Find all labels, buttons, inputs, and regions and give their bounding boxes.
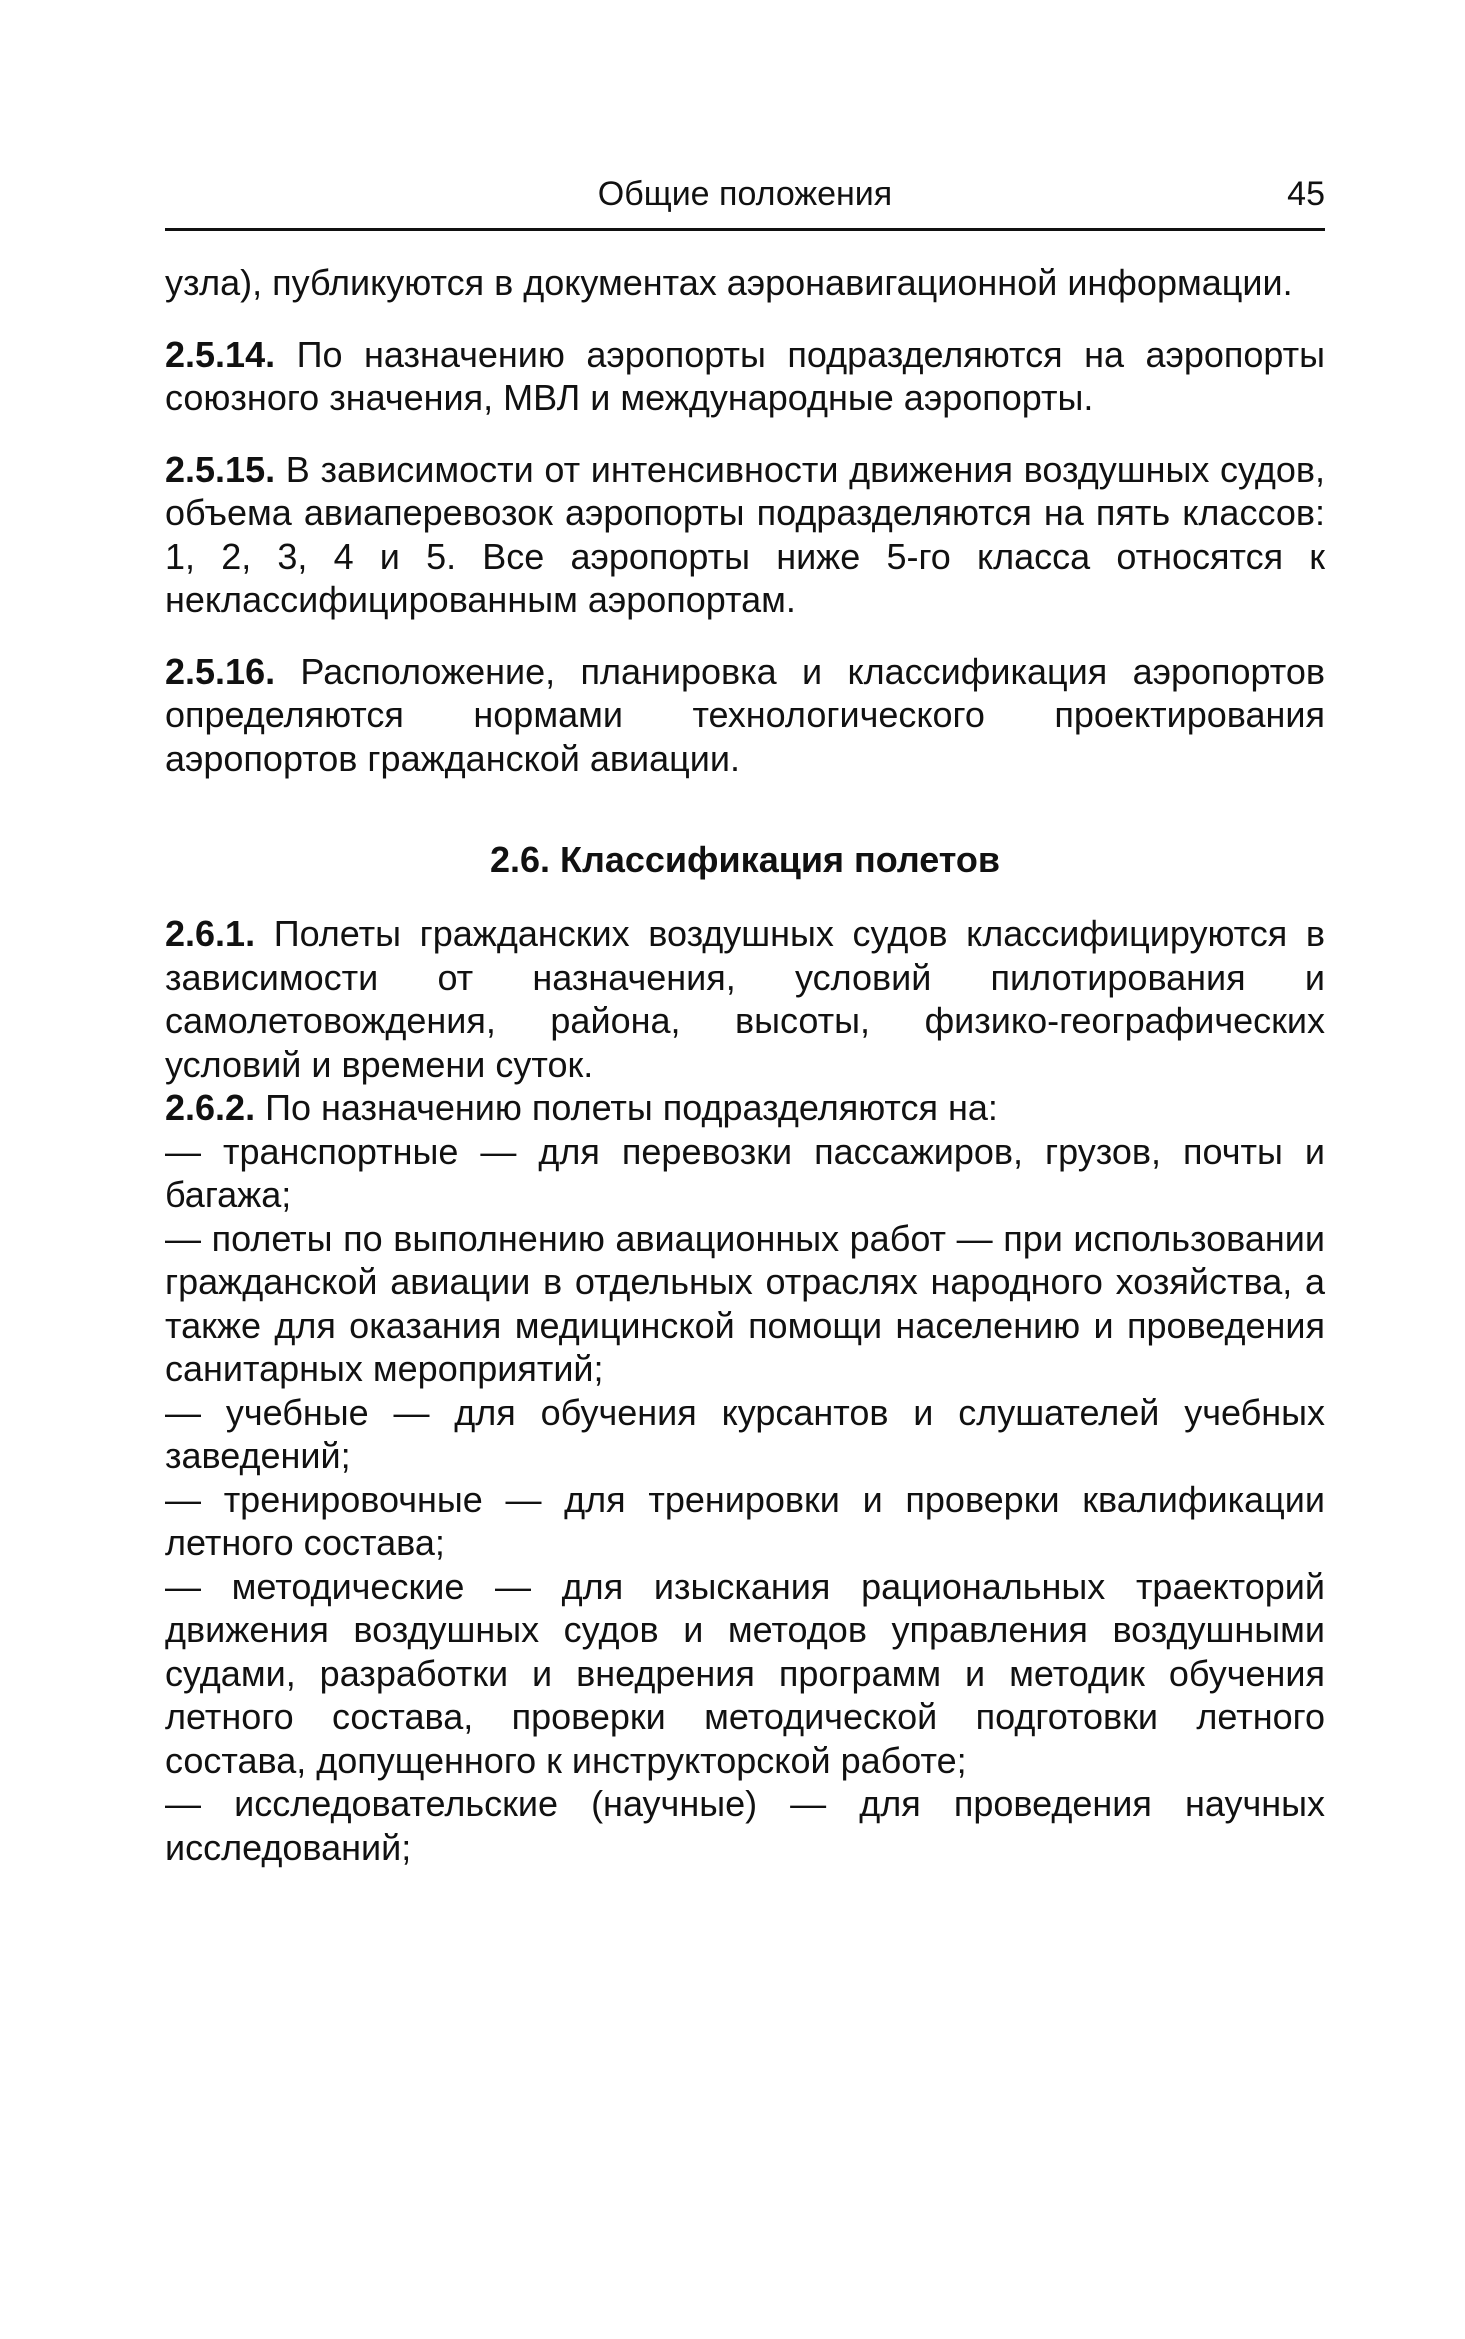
list-item: — методические — для изыскания рациональных траекторий движения воздушных судов и методов управления воздушными судами, разработки и внедрения программ и методик обучения летного состава, проверки методической подготовки летного состава, допущенного к инструкторской работе; [165,1565,1325,1781]
paragraph-2-5-16 [165,650,1325,781]
paragraph-2-6-1 [165,912,1325,1086]
paragraph-text: Расположение, планировка и классификация аэропортов определяются нормами технологического проектирования аэропортов гражданской авиации. [165,650,1325,779]
paragraph-2-6-2 [165,1086,1325,1130]
list-item: — тренировочные — для тренировки и проверки квалификации летного состава; [165,1478,1325,1563]
paragraph-2-5-14 [165,333,1325,420]
paragraph-text: По назначению аэропорты подразделяются на аэропорты союзного значения, МВЛ и международные аэропорты. [165,333,1325,418]
list-item: — полеты по выполнению авиационных работ — при использовании гражданской авиации в отдельных отраслях народного хозяйства, а также для оказания медицинской помощи населению и проведения санитарных мероприятий; [165,1217,1325,1389]
book-page [165,170,1325,1869]
paragraph-number: 2.5.16. [165,650,276,692]
paragraph-continuation [165,261,1325,305]
paragraph-number: 2.6.2. [165,1087,256,1128]
paragraph-text: Полеты гражданских воздушных судов классифицируются в зависимости от назначения, условий пилотирования и самолетовождения, района, высоты, физико-географических условий и времени суток. [165,913,1325,1085]
section-heading: 2.6. Классификация полетов [489,839,1001,880]
list-item: — транспортные — для перевозки пассажиров, грузов, почты и багажа; [165,1130,1325,1215]
paragraph-2-5-15 [165,448,1325,622]
paragraph-text: узла), публикуются в документах аэронавигационной информации. [165,262,1293,303]
list-item: — исследовательские (научные) — для проведения научных исследований; [165,1783,1325,1868]
paragraph-number: 2.5.14. [165,333,276,375]
page-number: 45 [1287,175,1325,213]
body-text [165,261,1325,1869]
header-rule [165,228,1325,231]
paragraph-text: По назначению полеты подразделяются на: [265,1087,998,1128]
list-item: — учебные — для обучения курсантов и слушателей учебных заведений; [165,1391,1325,1476]
paragraph-number: 2.5.15. [165,448,276,490]
paragraph-text: В зависимости от интенсивности движения воздушных судов, объема авиаперевозок аэропорты подразделяются на пять классов: 1, 2, 3, 4 и 5. Все аэропорты ниже 5-го класса относятся к неклассифицированным аэропортам. [165,448,1325,620]
running-title: Общие положения [597,175,893,213]
paragraph-number: 2.6.1. [165,913,256,954]
running-head [165,170,1325,218]
